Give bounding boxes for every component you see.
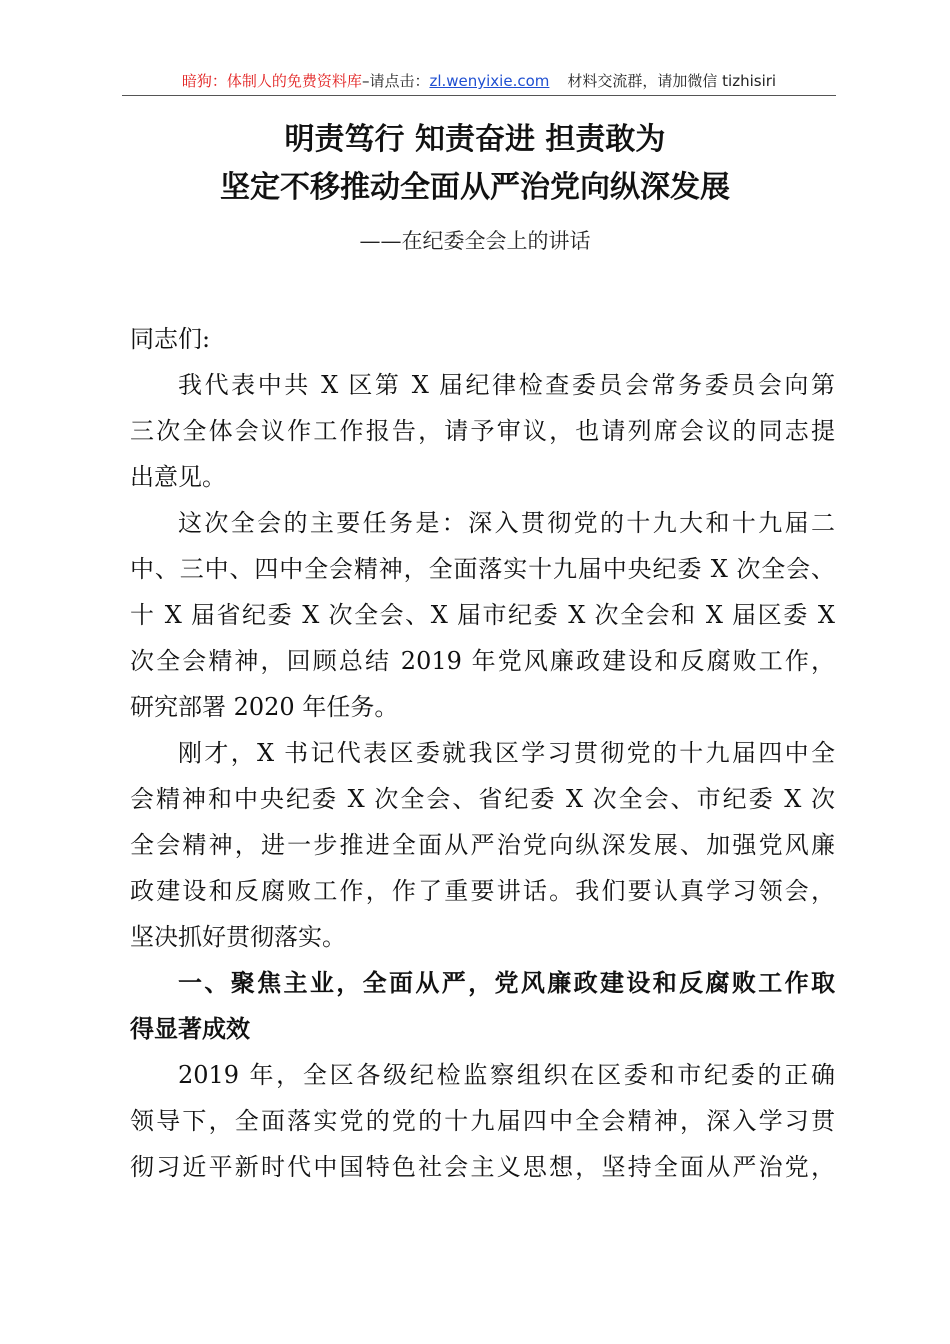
paragraph-line: 次全会精神，回顾总结 2019 年党风廉政建设和反腐败工作，	[130, 647, 835, 675]
paragraph-line: 会精神和中央纪委 X 次全会、省纪委 X 次全会、市纪委 X 次	[130, 785, 835, 813]
paragraph-line: 三次全体会议作工作报告，请予审议，也请列席会议的同志提	[130, 417, 835, 445]
header-bar	[122, 70, 836, 94]
title-line-2: 坚定不移推动全面从严治党向纵深发展	[220, 170, 730, 205]
header-link[interactable]: zl.wenyixie.com	[429, 72, 550, 90]
document-body	[130, 316, 835, 1190]
header-brand: 暗狗：体制人的免费资料库	[181, 72, 362, 90]
paragraph-line: 政建设和反腐败工作，作了重要讲话。我们要认真学习领会，	[130, 877, 835, 905]
header-divider	[122, 95, 836, 96]
paragraph-line: 中、三中、四中全会精神，全面落实十九届中央纪委 X 次全会、	[130, 555, 835, 583]
paragraph-line: 彻习近平新时代中国特色社会主义思想，坚持全面从严治党，	[130, 1153, 835, 1181]
paragraph-line: 坚决抓好贯彻落实。	[130, 923, 346, 951]
header-note: 材料交流群，请加微信 tizhisiri	[567, 72, 777, 90]
paragraph-line: 领导下，全面落实党的党的十九届四中全会精神，深入学习贯	[130, 1107, 835, 1135]
paragraph-line: 研究部署 2020 年任务。	[130, 693, 399, 721]
header-click-prompt: –请点击：	[361, 72, 430, 90]
section-heading: 得显著成效	[130, 1015, 250, 1043]
paragraph-line: 2019 年，全区各级纪检监察组织在区委和市纪委的正确	[178, 1061, 835, 1089]
salutation: 同志们:	[130, 325, 211, 353]
paragraph-line: 出意见。	[130, 463, 226, 491]
paragraph-line: 我代表中共 X 区第 X 届纪律检查委员会常务委员会向第	[178, 371, 835, 399]
paragraph-line: 全会精神，进一步推进全面从严治党向纵深发展、加强党风廉	[130, 831, 835, 859]
paragraph-line: 十 X 届省纪委 X 次全会、X 届市纪委 X 次全会和 X 届区委 X	[130, 601, 835, 629]
paragraph-line: 这次全会的主要任务是：深入贯彻党的十九大和十九届二	[178, 509, 835, 537]
title-line-1: 明责笃行 知责奋进 担责敢为	[284, 122, 666, 157]
paragraph-line: 刚才，X 书记代表区委就我区学习贯彻党的十九届四中全	[178, 739, 835, 767]
subtitle: ——在纪委全会上的讲话	[359, 229, 591, 253]
section-heading: 一、聚焦主业，全面从严，党风廉政建设和反腐败工作取	[178, 969, 835, 997]
